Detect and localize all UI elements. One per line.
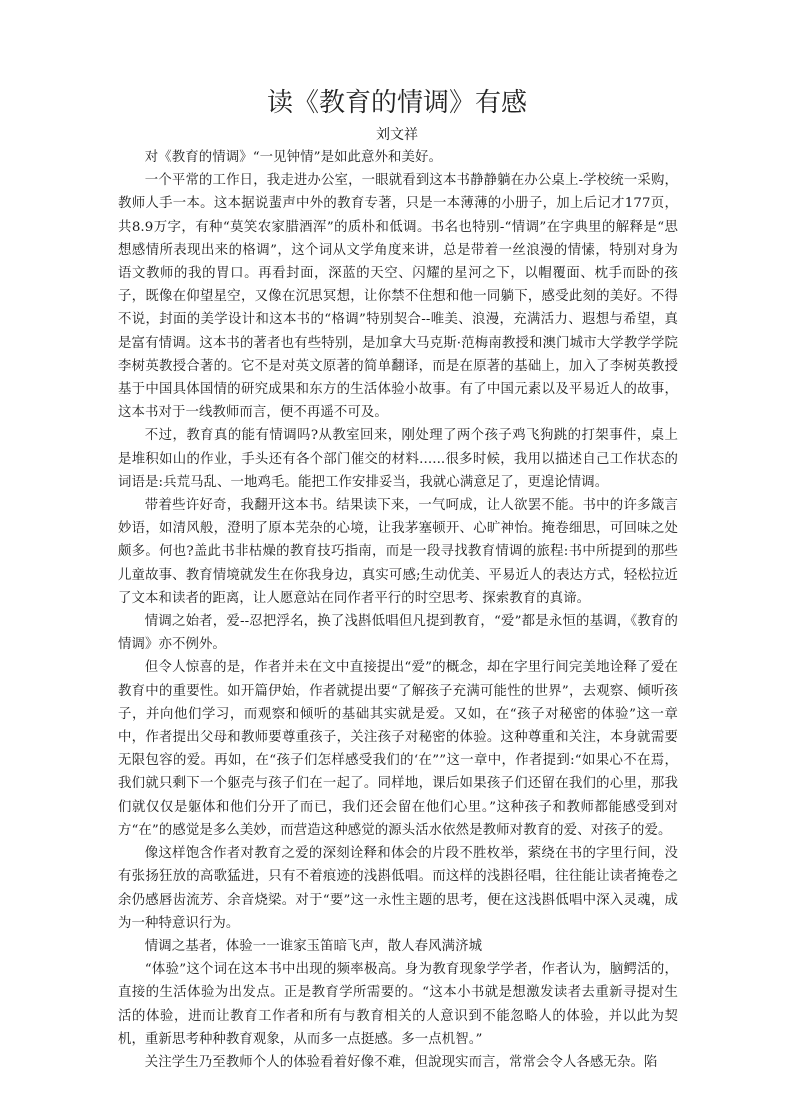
paragraph: 不过，教育真的能有情调吗?从教室回来，刚处理了两个孩子鸡飞狗跳的打架事件，桌上是堆积如山的作业，手头还有各个部门催交的材料......很多时候，我用以描述自己工作状态的词语是:兵荒马乱、一地鸡毛。能把工作安排妥当，我就心满意足了，更遑论情调。: [118, 428, 678, 490]
paragraph: “体验”这个词在这本书中出现的频率极高。身为教育现象学学者，作者认为，脑鳄活的，直接的生活体验为出发点。正是教育学所需要的。“这本小书就是想激发读者去重新寻提对生活的体验，进而让教育工作者和所有与教育相关的人意识到不能忽略人的体验，并以此为契机，重新思考种种教育观象，从而多一点挺感。多一点机智。”: [118, 962, 678, 1047]
document-title: 读《教育的情调》有感: [266, 88, 527, 118]
paragraph: 但令人惊喜的是，作者并未在文中直接提出“爱”的概念，却在字里行间完美地诠释了爱在教育中的重要性。如开篇伊始，作者就提出要“了解孩子充满可能性的世界”，去观察、倾听孩子，并向他们学习，而观察和倾听的基础其实就是爱。又如，在“孩子对秘密的体验”这一章中，作者提出父母和教师要尊重孩子，关注孩子对秘密的体验。这种尊重和关注，本身就需要无限包容的爱。再如，在“孩子们怎样感受我们的‘在””这一章中，作者提到:“如果心不在焉，我们就只剩下一个躯壳与孩子们在一起了。同样地，课后如果孩子们还留在我们的心里，那我们就仅仅是躯体和他们分开了而已，我们还会留在他们心里。”这种孩子和教师都能感受到对方“在”的感觉是多么美妙，而营造这种感觉的源头活水依然是教师对教育的爱、对孩子的爱。: [118, 660, 678, 838]
paragraph: 关注学生乃至教师个人的体验看着好像不难，但說现实而言，常常会令人各感无杂。陷: [144, 1054, 658, 1070]
document-body: [118, 146, 678, 1074]
section-heading: 情调之始者，爱--忍把浮名，换了浅斟低唱但凡提到教育，“爱”都是永恒的基调，《教育的情调》亦不例外。: [118, 614, 678, 653]
paragraph: 对《教育的情调》“一见钟情”是如此意外和美好。: [144, 150, 442, 165]
paragraph: 像这样饱含作者对教育之爱的深刻诠释和体会的片段不胜枚举，萦绕在书的字里行间，没有张扬狂放的高歌猛进，只有不着痕迹的浅斟低唱。而这样的浅斟径唱，往往能让读者掩卷之余仍感唇齿流芳、余音烧梁。对于“要”这一永性主题的思考，便在这浅斟低唱中深入灵魂，成为一种特意识行为。: [118, 846, 678, 931]
paragraph: 一个平常的工作日，我走进办公室，一眼就看到这本书静静躺在办公桌上-学校统一采购，教师人手一本。这本据说蜚声中外的教育专著，只是一本薄薄的小册子，加上后记才177页，共8.9万字，有种“莫笑农家腊酒浑”的质朴和低调。书名也特别-“情调”在字典里的解释是“思想感情所表现出来的格调”，这个词从文学角度来讲，总是带着一丝浪漫的情愫，特别对身为语文教师的我的胃口。再看封面，深蓝的天空、闪耀的星河之下，以帽覆面、枕手而卧的孩子，既像在仰望星空，又像在沉思冥想，让你禁不住想和他一同躺下，感受此刻的美好。不得不说，封面的美学设计和这本书的“格调”特别契合--唯美、浪漫，充满活力、遐想与希望，真是富有情调。这本书的著者也有些特别，是加拿大马克斯·范梅南教授和澳门城市大学教学学院李树英教授合著的。它不是对英文原著的简单翻译，而是在原著的基础上，加入了李树英教授基于中国具体国情的研究成果和东方的生活体验小故事。有了中国元素以及平易近人的故事，这本书对于一线教师而言，便不再遥不可及。: [118, 173, 678, 421]
paragraph: 带着些许好奇，我翻开这本书。结果读下来，一气呵成，让人欲罢不能。书中的许多箴言妙语，如清风般，澄明了原本芜杂的心境，让我茅塞顿开、心旷神怡。掩卷细思，可回味之处颇多。何也?盖此书非枯燥的教育技巧指南，而是一段寻找教育情调的旅程:书中所提到的那些儿童故事、教育情境就发生在你我身边，真实可感;生动优美、平易近人的表达方式，轻松拉近了文本和读者的距离，让人愿意站在同作者平行的时空思考、探索教育的真谛。: [118, 498, 678, 606]
author-name: 刘文祥: [376, 127, 418, 143]
section-heading: 情调之基者，体验一一谁家玉笛暗飞声，散人春风满济城: [144, 938, 483, 954]
